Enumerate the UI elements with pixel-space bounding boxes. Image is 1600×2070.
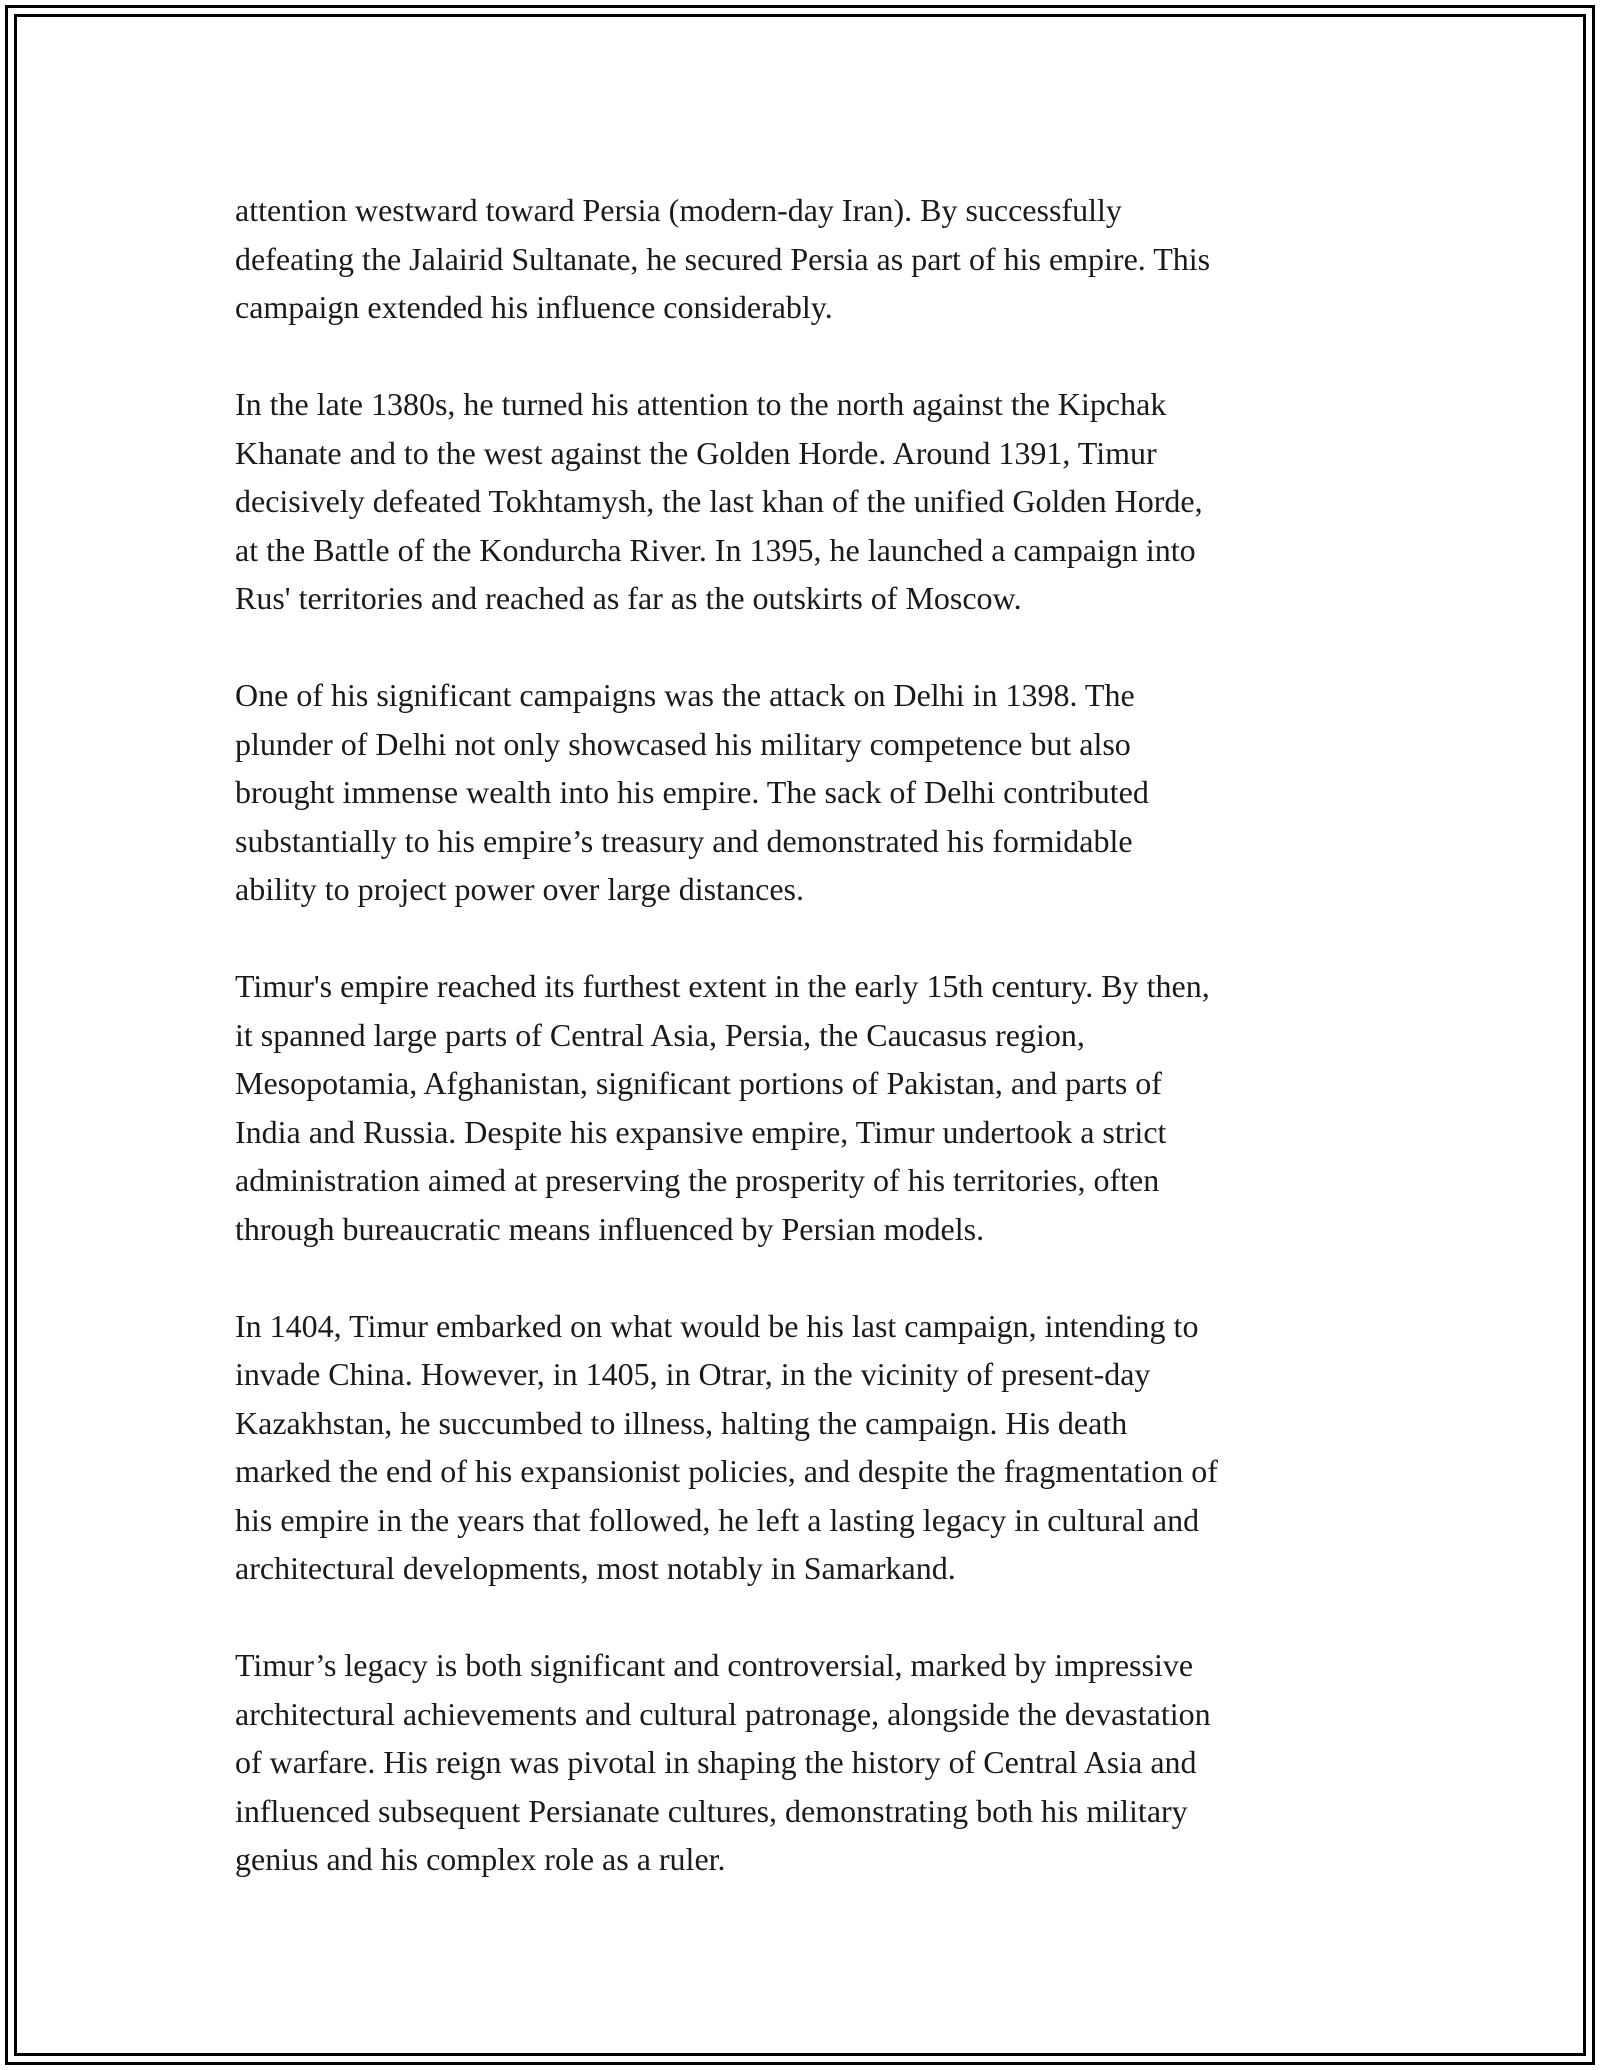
paragraph-delhi-attack: One of his significant campaigns was the attack on Delhi in 1398. The plunder of Delhi not only showcased his military competence but also brought immense wealth into his empire. The sack of Delhi contributed substantially to his empire’s treasury and demonstrated his formidable ability to project power over large distances.: [235, 677, 1149, 907]
paragraph-last-campaign: In 1404, Timur embarked on what would be his last campaign, intending to invade China. However, in 1405, in Otrar, in the vicinity of present-day Kazakhstan, he succumbed to illness, halting the campaign. His death marked the end of his expansionist policies, and despite the fragmentation of his empire in the years that followed, he left a lasting legacy in cultural and architectural developments, most notably in Samarkand.: [235, 1307, 1218, 1586]
document-body: [235, 186, 1375, 1932]
paragraph-golden-horde: In the late 1380s, he turned his attention to the north against the Kipchak Khanate and to the west against the Golden Horde. Around 1391, Timur decisively defeated Tokhtamysh, the last khan of the unified Golden Horde, at the Battle of the Kondurcha River. In 1395, he launched a campaign into Rus' territories and reached as far as the outskirts of Moscow.: [235, 386, 1203, 616]
paragraph-empire-extent: Timur's empire reached its furthest extent in the early 15th century. By then, it spanned large parts of Central Asia, Persia, the Caucasus region, Mesopotamia, Afghanistan, significant portions of Pakistan, and parts of India and Russia. Despite his expansive empire, Timur undertook a strict administration aimed at preserving the prosperity of his territories, often through bureaucratic means influenced by Persian models.: [235, 968, 1210, 1247]
paragraph-persia-campaign: attention westward toward Persia (modern-day Iran). By successfully defeating the Jalairid Sultanate, he secured Persia as part of his empire. This campaign extended his influence considerably.: [235, 192, 1211, 325]
paragraph-legacy: Timur’s legacy is both significant and controversial, marked by impressive architectural achievements and cultural patronage, alongside the devastation of warfare. His reign was pivotal in shaping the history of Central Asia and influenced subsequent Persianate cultures, demonstrating both his military genius and his complex role as a ruler.: [235, 1647, 1211, 1877]
